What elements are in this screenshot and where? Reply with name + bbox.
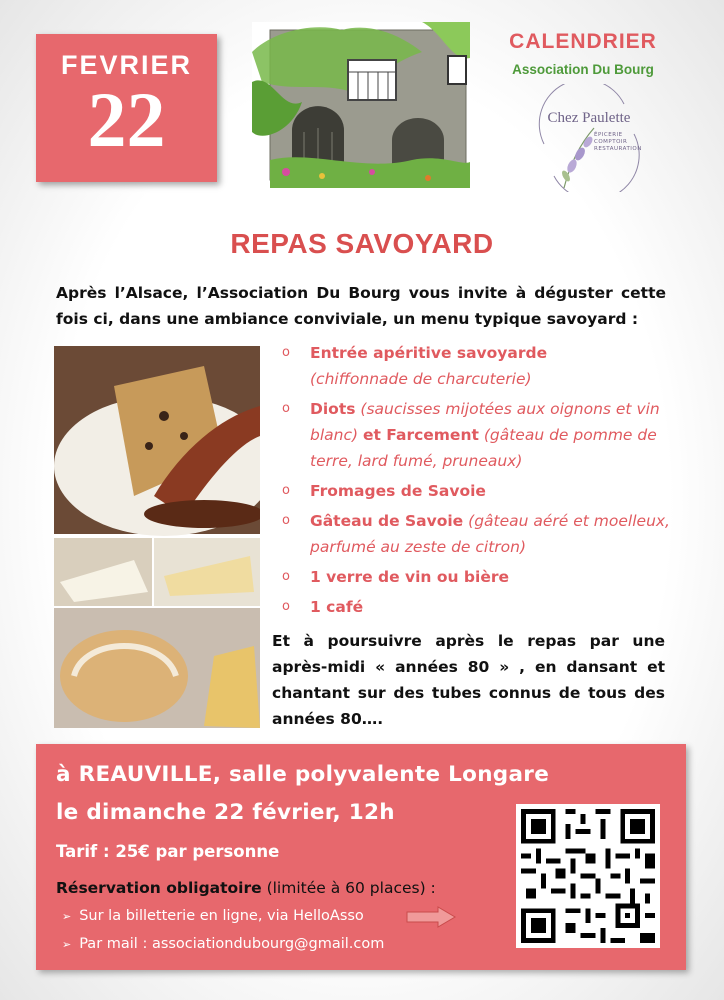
menu-item: [280, 340, 680, 392]
calendar-title: CALENDRIER: [509, 30, 657, 53]
menu-item-name: Gâteau de Savoie: [310, 512, 464, 530]
menu-list: [280, 340, 680, 624]
date-day: 22: [87, 76, 166, 163]
event-price: Tarif : 25€ par personne: [56, 842, 280, 861]
arrow-right-icon: [406, 906, 456, 928]
menu-item-detail: (gâteau aéré et moelleux, parfumé au zeste de citron): [310, 512, 670, 556]
menu-item-name: Entrée apéritive savoyarde: [310, 344, 548, 362]
menu-item-name: et Farcement: [362, 426, 479, 444]
food-photos: [54, 346, 260, 728]
page-title: REPAS SAVOYARD: [230, 228, 494, 259]
logo-name: Chez Paulette: [547, 110, 631, 126]
reservation-mail-text: Par mail : associationdubourg@gmail.com: [79, 936, 385, 952]
qr-code[interactable]: [516, 804, 660, 948]
event-date: le dimanche 22 février, 12h: [56, 800, 395, 825]
menu-item-name: 1 verre de vin ou bière: [310, 568, 510, 586]
menu-item: [280, 594, 680, 620]
bullet-icon: o: [282, 569, 290, 584]
menu-item-name: Diots: [310, 400, 356, 418]
intro-text: Après l’Alsace, l’Association Du Bourg vous invite à déguster cette fois ci, dans une ambiance conviviale, un menu typique savoyard :: [56, 284, 666, 328]
menu-item-name: Fromages de Savoie: [310, 482, 486, 500]
menu-item-detail: (chiffonnade de charcuterie): [310, 370, 532, 388]
bullet-icon: o: [282, 599, 290, 614]
date-month: FEVRIER: [60, 50, 193, 80]
menu-item: [280, 396, 680, 474]
bullet-icon: o: [282, 401, 290, 416]
chez-paulette-logo: [524, 84, 654, 192]
date-box: [36, 34, 217, 182]
event-info-box: [36, 744, 686, 970]
menu-item-detail: (saucisses mijotées aux oignons et vin blanc): [310, 400, 660, 444]
bullet-icon: o: [282, 483, 290, 498]
arrow-bullet-icon: ➢: [62, 938, 72, 951]
reservation-label: Réservation obligatoire: [56, 879, 262, 897]
event-venue: à REAUVILLE, salle polyvalente Longare: [56, 762, 550, 787]
menu-item: [280, 478, 680, 504]
reservation-note: (limitée à 60 places) :: [261, 879, 436, 897]
menu-item: [280, 508, 680, 560]
reservation-heading: [56, 879, 436, 897]
arrow-bullet-icon: ➢: [62, 910, 72, 923]
menu-item-detail: (gâteau de pomme de terre, lard fumé, pruneaux): [310, 426, 657, 470]
bullet-icon: o: [282, 513, 290, 528]
building-photo: [252, 22, 470, 188]
logo-tagline: ÉPICERIE COMPTOIR RESTAURATION: [594, 132, 642, 152]
reservation-mail: [62, 936, 384, 952]
menu-item: [280, 564, 680, 590]
reservation-online-text: Sur la billetterie en ligne, via HelloAsso: [79, 908, 364, 924]
menu-item-name: 1 café: [310, 598, 364, 616]
reservation-online: [62, 908, 364, 924]
association-name: Association Du Bourg: [512, 62, 654, 77]
afternoon-text: Et à poursuivre après le repas par une après-midi « années 80 » , en dansant et chantant sur des tubes connus de tous des années 80….: [272, 632, 665, 728]
bullet-icon: o: [282, 345, 290, 360]
